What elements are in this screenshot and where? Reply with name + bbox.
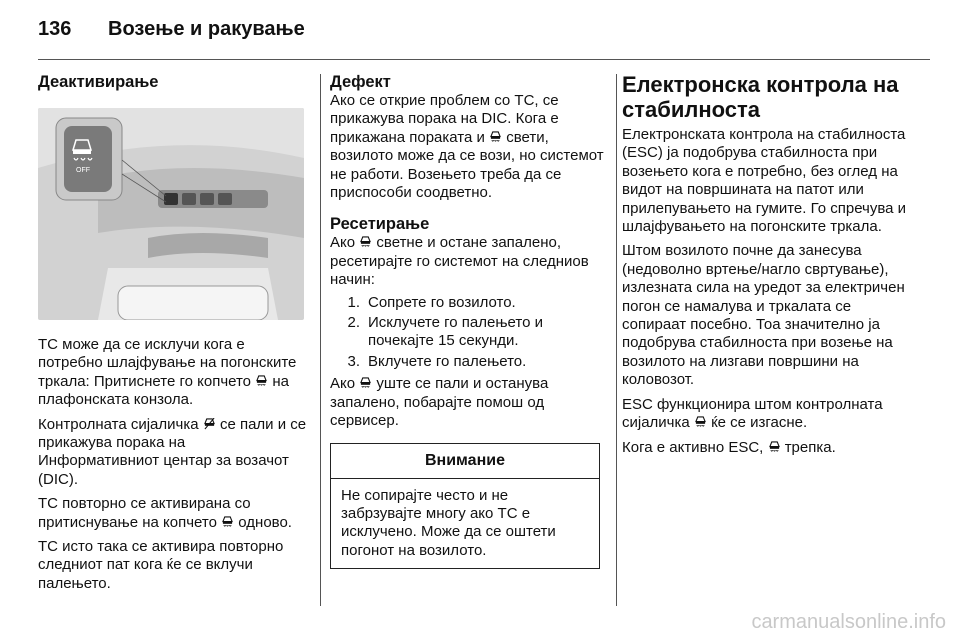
paragraph: Ако се открие проблем со TC, се прикажува порака на DIC. Кога е прикажана пораката и свети, возилото може да се вози, но системот не работи. Возењето треба да се приспособи соодветно. <box>330 92 604 202</box>
paragraph: TC повторно се активирана со притиснување на копчето одново. <box>38 495 292 531</box>
overhead-console-illustration <box>38 108 304 320</box>
warning-title: Внимание <box>331 444 599 479</box>
tc-button-icon <box>256 375 267 387</box>
console-drawing <box>38 108 304 320</box>
off-label: OFF <box>76 167 90 174</box>
page-header <box>38 18 305 48</box>
section-heading-deactivation: Деактивирање <box>38 73 159 91</box>
page-number: 136 <box>38 18 72 40</box>
list-item: 1. Сопрете го возилото. <box>347 293 516 311</box>
paragraph: Електронската контрола на стабилноста (ESC) ја подобрува стабилноста при возењето кога е потребно, без оглед на видот на површината на патот или прилепувањето на гумите. Го спречува и шлајфувањето на погонските тркала. <box>622 126 907 236</box>
header-divider <box>38 59 930 60</box>
tc-icon <box>360 236 371 248</box>
paragraph: Штом возилото почне да занесува (недоволно вртење/нагло свртување), излезната сила на уредот за електричен погон се намалува и тркалата се сопираат посебно. Тоа значително ја подобрува стабилноста при возење на возилото на лизгави површини на коловозот. <box>622 242 905 389</box>
paragraph: Ако уште се пали и останува запалено, побарајте помош од сервисер. <box>330 375 549 430</box>
warning-box <box>330 443 600 570</box>
column-divider <box>320 74 321 606</box>
tc-icon <box>360 377 371 389</box>
column-right <box>622 72 912 457</box>
section-heading-reset: Ресетирање <box>330 215 430 234</box>
paragraph: Кога е активно ESC, трепка. <box>622 438 836 456</box>
column-divider <box>616 74 617 606</box>
esc-icon <box>769 441 780 453</box>
list-item: 2. Исклучете го палењето и почекајте 15 секунди. <box>347 314 543 350</box>
list-item: 3. Вклучете го палењето. <box>347 352 527 370</box>
watermark: carmanualsonline.info <box>751 611 946 633</box>
paragraph: Контролната сијаличка се пали и се прикажува порака на Информативниот центар за возачот (DIC). <box>38 415 307 488</box>
paragraph: ESC функционира штом контролната сијаличка ќе се изгасне. <box>622 395 883 432</box>
paragraph: TC може да се исклучи кога е потребно шлајфување на погонските тркала: Притиснете го копчето на плафонската конзола. <box>38 336 297 409</box>
esc-icon <box>695 416 706 428</box>
tc-icon <box>490 131 501 143</box>
tc-button-icon <box>222 516 233 528</box>
tc-off-icon <box>204 418 215 430</box>
reset-steps-list <box>330 294 605 372</box>
column-middle <box>330 72 605 569</box>
section-heading-fault: Дефект <box>330 73 391 91</box>
column-left <box>38 72 308 593</box>
section-heading-esc: Електронска контрола на стабилноста <box>622 72 899 122</box>
paragraph: TC исто така се активира повторно следниот пат кога ќе се вклучи палењето. <box>38 538 284 592</box>
chapter-title: Возење и ракување <box>108 18 305 40</box>
paragraph: Ако светне и остане запалено, ресетирајте го системот на следниов начин: <box>330 234 589 289</box>
warning-body: Не сопирајте често и не забрзувајте многу ако TC е исклучено. Може да се оштети погонот на возилото. <box>341 486 556 559</box>
